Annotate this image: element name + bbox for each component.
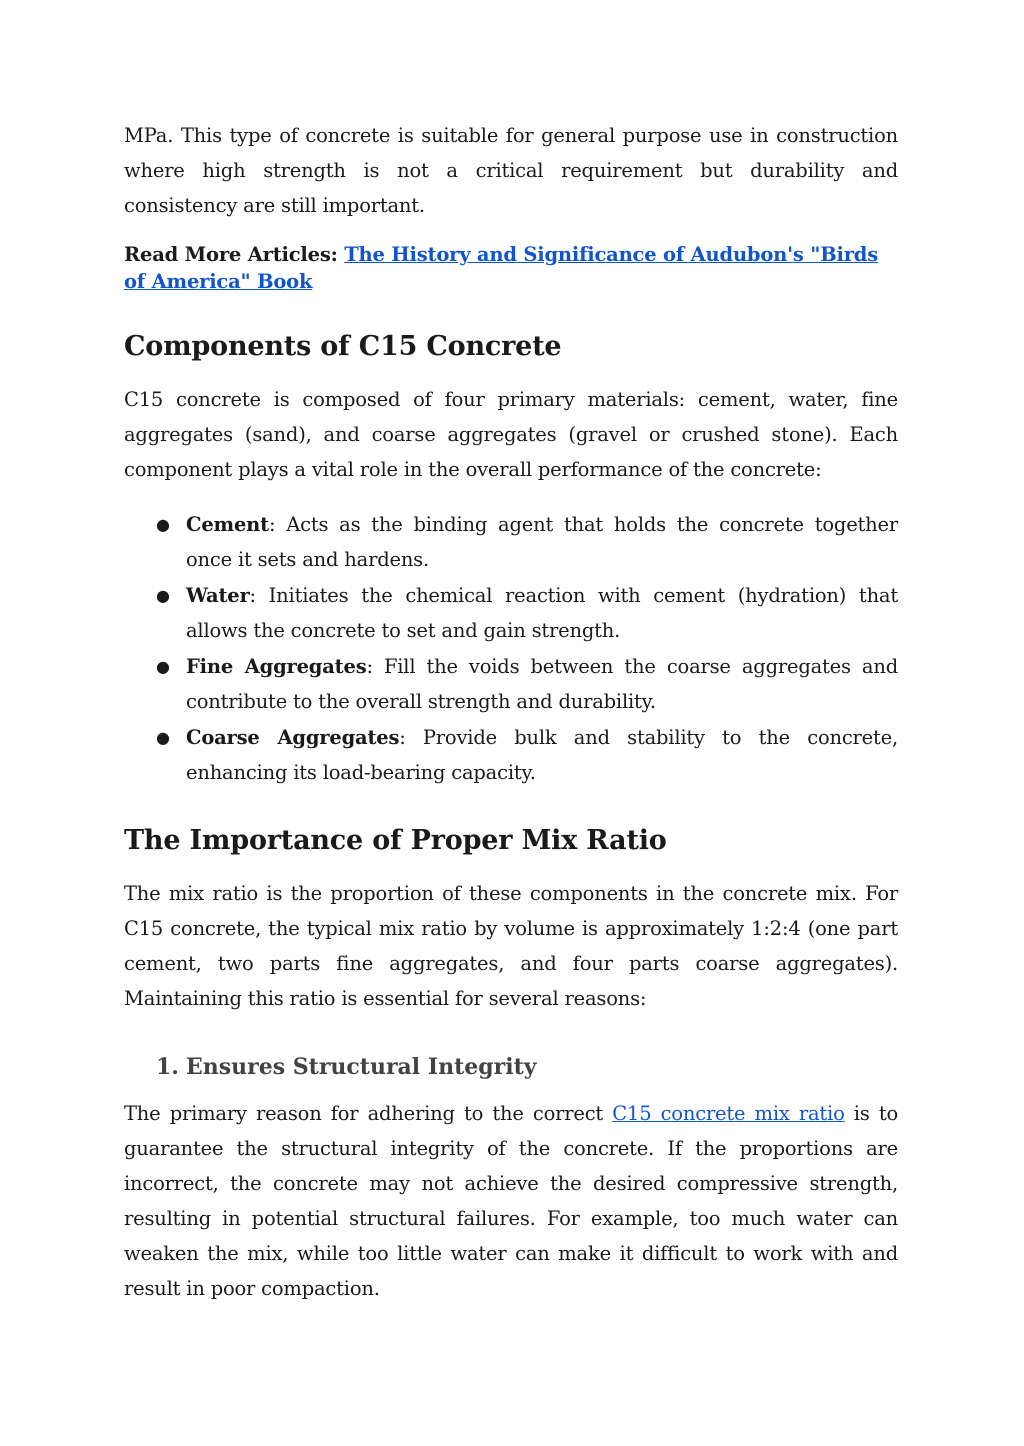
list-item (124, 649, 898, 719)
list-item-term: Cement (186, 513, 269, 536)
section-1-heading (124, 1052, 898, 1082)
list-item-desc: : Acts as the binding agent that holds the concrete together once it sets and hardens. (186, 513, 898, 571)
list-item-desc: : Provide bulk and stability to the concrete, enhancing its load-bearing capacity. (186, 726, 898, 784)
list-item (124, 578, 898, 648)
read-more-link[interactable]: The History and Significance of Audubon's "Birds of America" Book (124, 243, 879, 293)
section-1-text-before: The primary reason for adhering to the correct (124, 1102, 613, 1125)
list-item-desc: : Fill the voids between the coarse aggregates and contribute to the overall strength and durability. (186, 655, 898, 713)
read-more-line (124, 241, 898, 295)
list-item (124, 720, 898, 790)
list-item-term: Fine Aggregates (186, 655, 367, 678)
list-item-term: Coarse Aggregates (186, 726, 400, 749)
components-intro: C15 concrete is composed of four primary materials: cement, water, fine aggregates (sand), and coarse aggregates (gravel or crushed stone). Each component plays a vital role in the overall performance of the concrete: (124, 388, 898, 481)
bullet-icon: ● (156, 586, 170, 605)
bullet-icon: ● (156, 728, 170, 747)
mix-ratio-heading: The Importance of Proper Mix Ratio (124, 825, 667, 856)
section-1-number: 1. (156, 1054, 179, 1080)
intro-paragraph: MPa. This type of concrete is suitable for general purpose use in construction where high strength is not a critical requirement but durability and consistency are still important. (124, 124, 898, 217)
mix-ratio-link[interactable]: C15 concrete mix ratio (612, 1102, 845, 1125)
section-1-paragraph (124, 1096, 898, 1306)
components-heading: Components of C15 Concrete (124, 331, 562, 362)
bullet-icon: ● (156, 515, 170, 534)
list-item (124, 507, 898, 577)
section-1-title: Ensures Structural Integrity (186, 1054, 537, 1080)
document-page (124, 118, 898, 1306)
bullet-icon: ● (156, 657, 170, 676)
section-1-text-after: is to guarantee the structural integrity of the concrete. If the proportions are incorrect, the concrete may not achieve the desired compressive strength, resulting in potential structural failures. For example, too much water can weaken the mix, while too little water can make it difficult to work with and result in poor compaction. (124, 1102, 899, 1300)
read-more-label: Read More Articles: (124, 243, 338, 266)
components-list (124, 507, 898, 790)
mix-ratio-paragraph: The mix ratio is the proportion of these components in the concrete mix. For C15 concrete, the typical mix ratio by volume is approximately 1:2:4 (one part cement, two parts fine aggregates, and four parts coarse aggregates). Maintaining this ratio is essential for several reasons: (124, 882, 898, 1010)
list-item-term: Water (186, 584, 250, 607)
list-item-desc: : Initiates the chemical reaction with cement (hydration) that allows the concrete to set and gain strength. (186, 584, 898, 642)
